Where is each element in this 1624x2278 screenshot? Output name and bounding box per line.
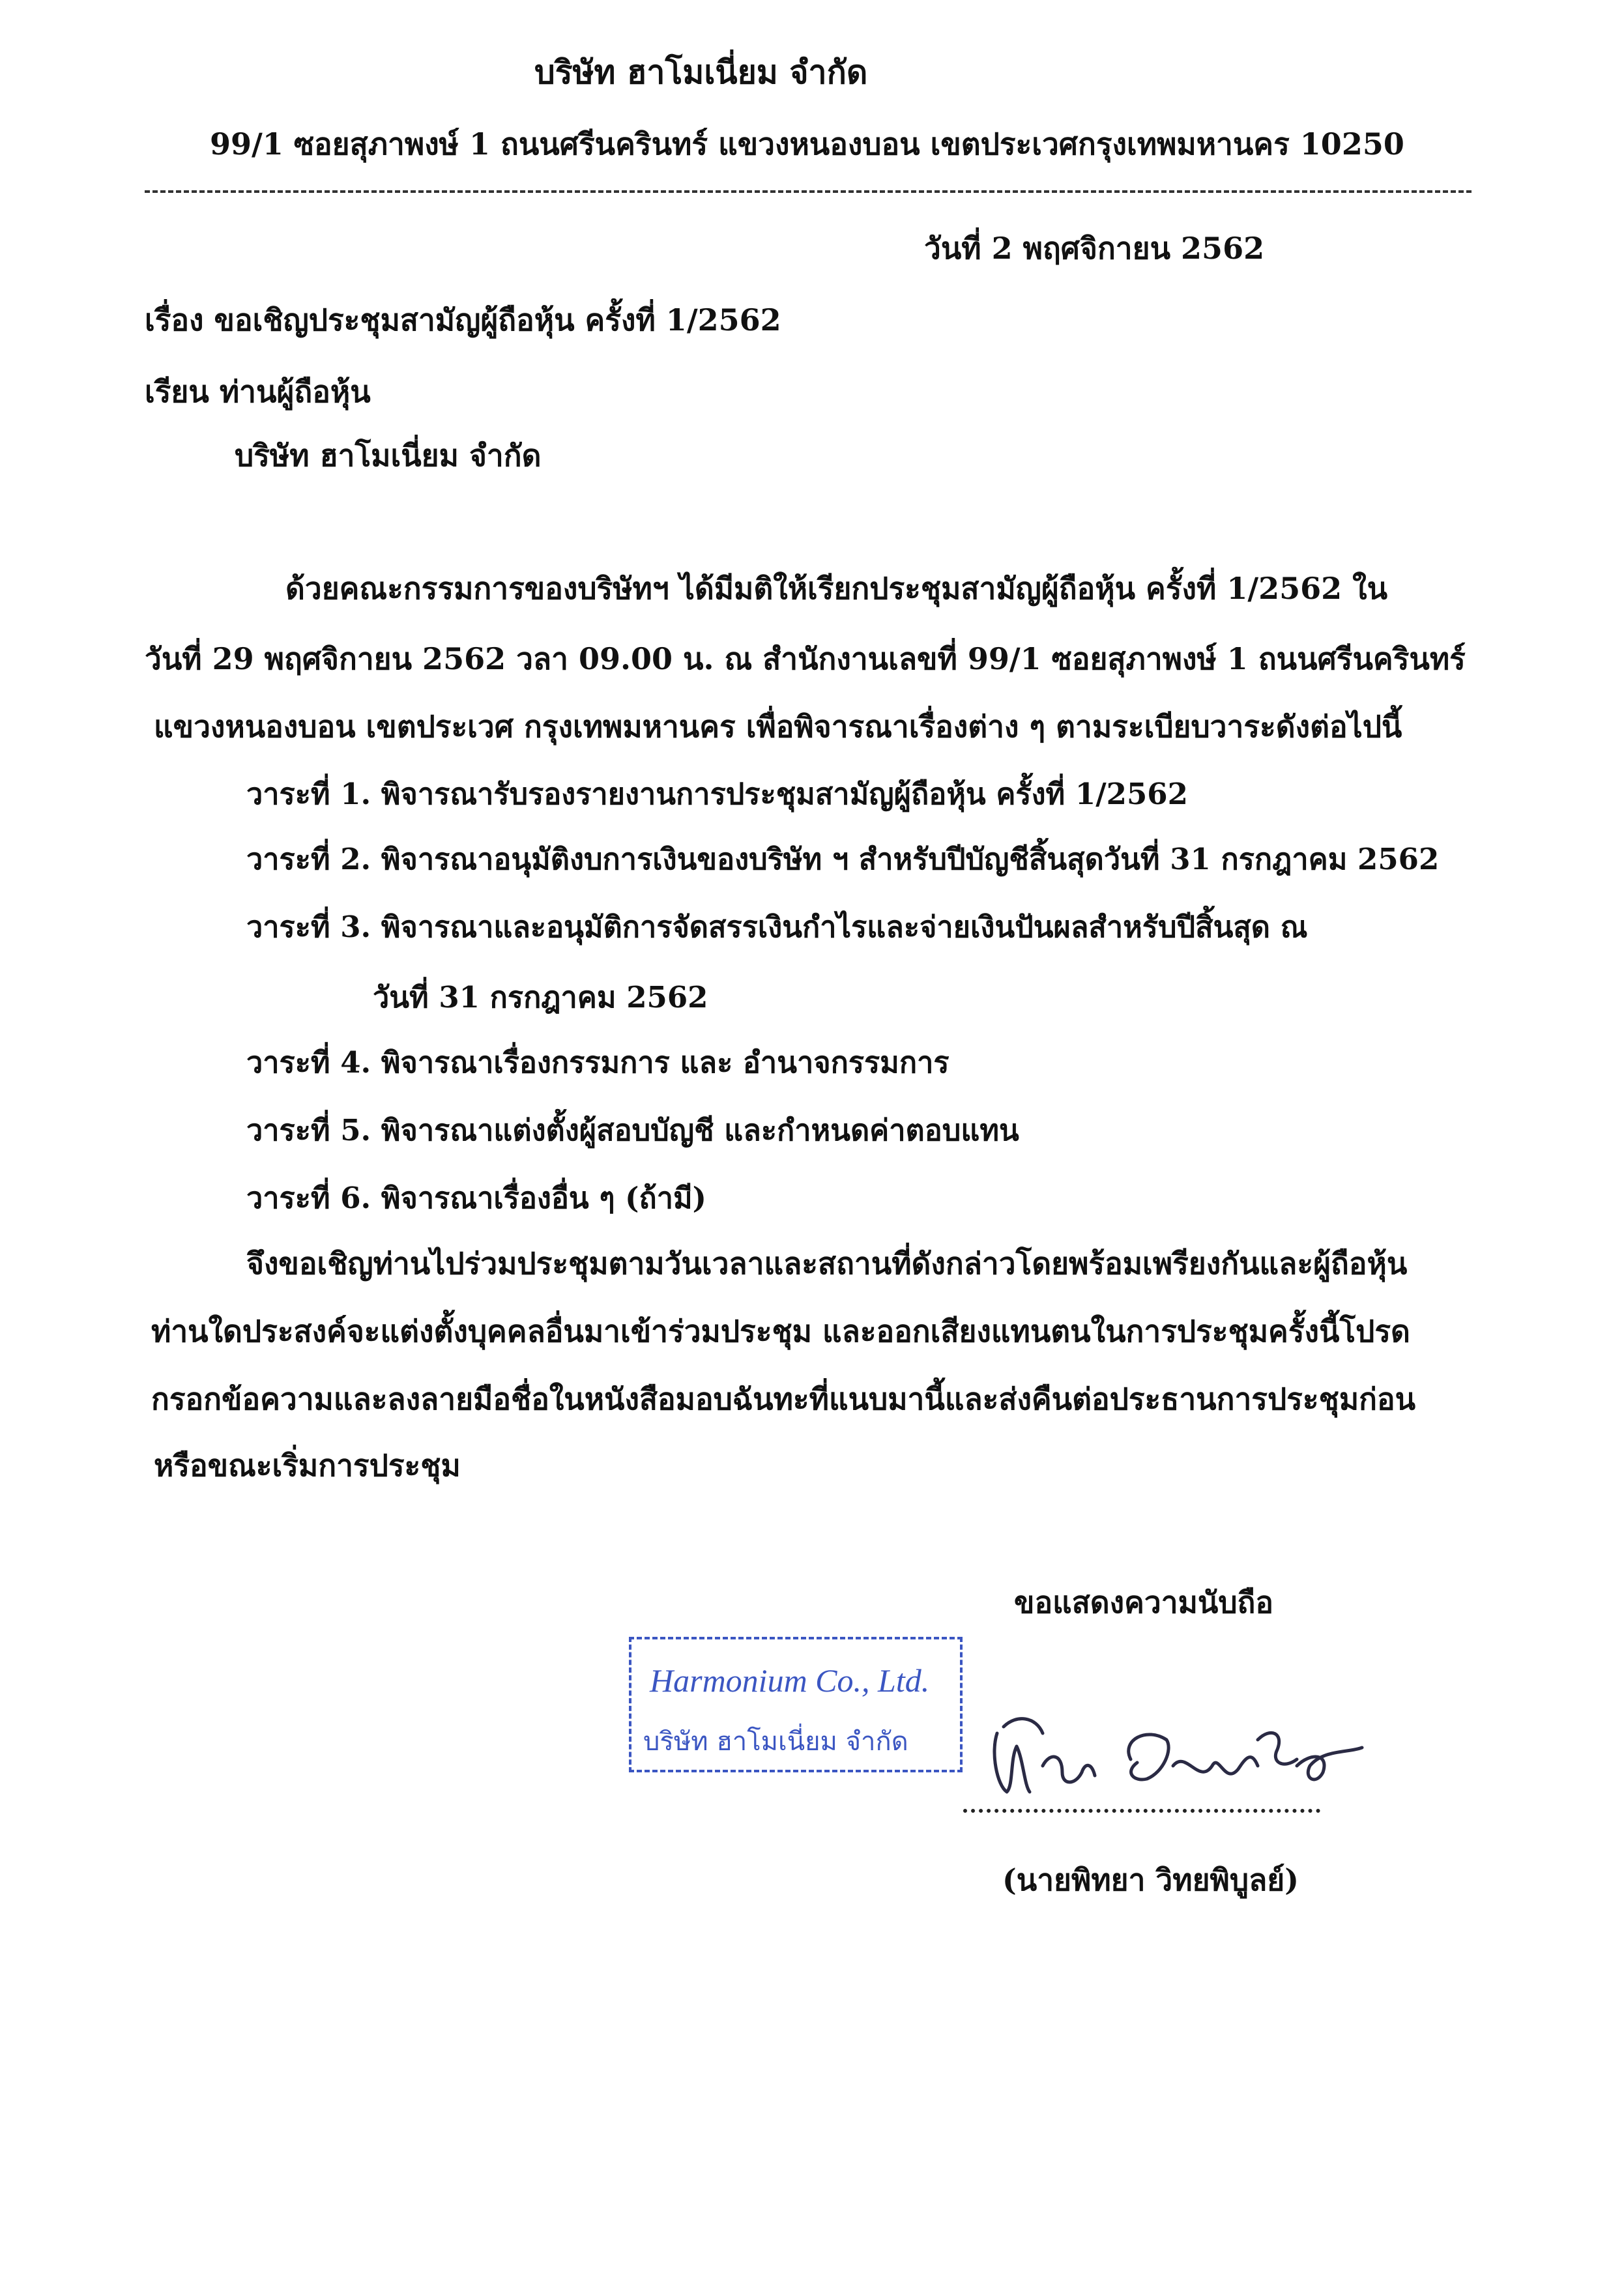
stamp-thai-name: บริษัท ฮาโมเนี่ยม จำกัด [643,1727,908,1757]
stamp-english-name: Harmonium Co., Ltd. [650,1662,930,1699]
agenda-item: วาระที่ 6. พิจารณาเรื่องอื่น ๆ (ถ้ามี) [246,1181,706,1215]
agenda-item: วาระที่ 3. พิจารณาและอนุมัติการจัดสรรเงินกำไรและจ่ายเงินปันผลสำหรับปีสิ้นสุด ณ [246,910,1308,944]
signatory-name: (นายพิทยา วิทยพิบูลย์) [1002,1862,1299,1897]
letter-date: วันที่ 2 พฤศจิกายน 2562 [924,231,1265,266]
closing-line: หรือขณะเริ่มการประชุม [154,1448,461,1483]
company-stamp [629,1637,963,1772]
signature-scribble [978,1688,1369,1811]
closing-regards: ขอแสดงความนับถือ [1014,1585,1274,1620]
agenda-item: วาระที่ 2. พิจารณาอนุมัติงบการเงินของบริษัท ฯ สำหรับปีบัญชีสิ้นสุดวันที่ 31 กรกฎาคม 2562 [246,842,1440,876]
company-name: บริษัท ฮาโมเนี่ยม จำกัด [534,53,868,91]
company-address: 99/1 ซอยสุภาพงษ์ 1 ถนนศรีนครินทร์ แขวงหนองบอน เขตประเวศกรุงเทพมหานคร 10250 [210,126,1404,162]
agenda-item: วาระที่ 5. พิจารณาแต่งตั้งผู้สอบบัญชี และกำหนดค่าตอบแทน [246,1113,1019,1147]
agenda-item: วาระที่ 1. พิจารณารับรองรายงานการประชุมสามัญผู้ถือหุ้น ครั้งที่ 1/2562 [246,777,1188,811]
letter-recipient: เรียน ท่านผู้ถือหุ้น [145,374,371,409]
header-divider [145,190,1472,193]
letter-subject: เรื่อง ขอเชิญประชุมสามัญผู้ถือหุ้น ครั้งที่ 1/2562 [145,302,781,338]
letter-recipient-company: บริษัท ฮาโมเนี่ยม จำกัด [235,438,542,473]
intro-line: แขวงหนองบอน เขตประเวศ กรุงเทพมหานคร เพื่อพิจารณาเรื่องต่าง ๆ ตามระเบียบวาระดังต่อไปนี้ [154,709,1402,744]
closing-line: ท่านใดประสงค์จะแต่งตั้งบุคคลอื่นมาเข้าร่วมประชุม และออกเสียงแทนตนในการประชุมครั้งนี้โปรด [151,1314,1410,1349]
intro-line: วันที่ 29 พฤศจิกายน 2562 วลา 09.00 น. ณ สำนักงานเลขที่ 99/1 ซอยสุภาพงษ์ 1 ถนนศรีนครินทร์ [145,641,1466,676]
agenda-item: วาระที่ 4. พิจารณาเรื่องกรรมการ และ อำนาจกรรมการ [246,1045,950,1080]
signature-line [963,1809,1320,1813]
agenda-item-continuation: วันที่ 31 กรกฎาคม 2562 [373,980,708,1015]
closing-line: จึงขอเชิญท่านไปร่วมประชุมตามวันเวลาและสถานที่ดังกล่าวโดยพร้อมเพรียงกันและผู้ถือหุ้น [246,1246,1408,1281]
intro-line: ด้วยคณะกรรมการของบริษัทฯ ได้มีมติให้เรียกประชุมสามัญผู้ถือหุ้น ครั้งที่ 1/2562 ใน [285,571,1388,606]
closing-line: กรอกข้อความและลงลายมือชื่อในหนังสือมอบฉันทะที่แนบมานี้และส่งคืนต่อประธานการประชุมก่อน [151,1381,1416,1417]
